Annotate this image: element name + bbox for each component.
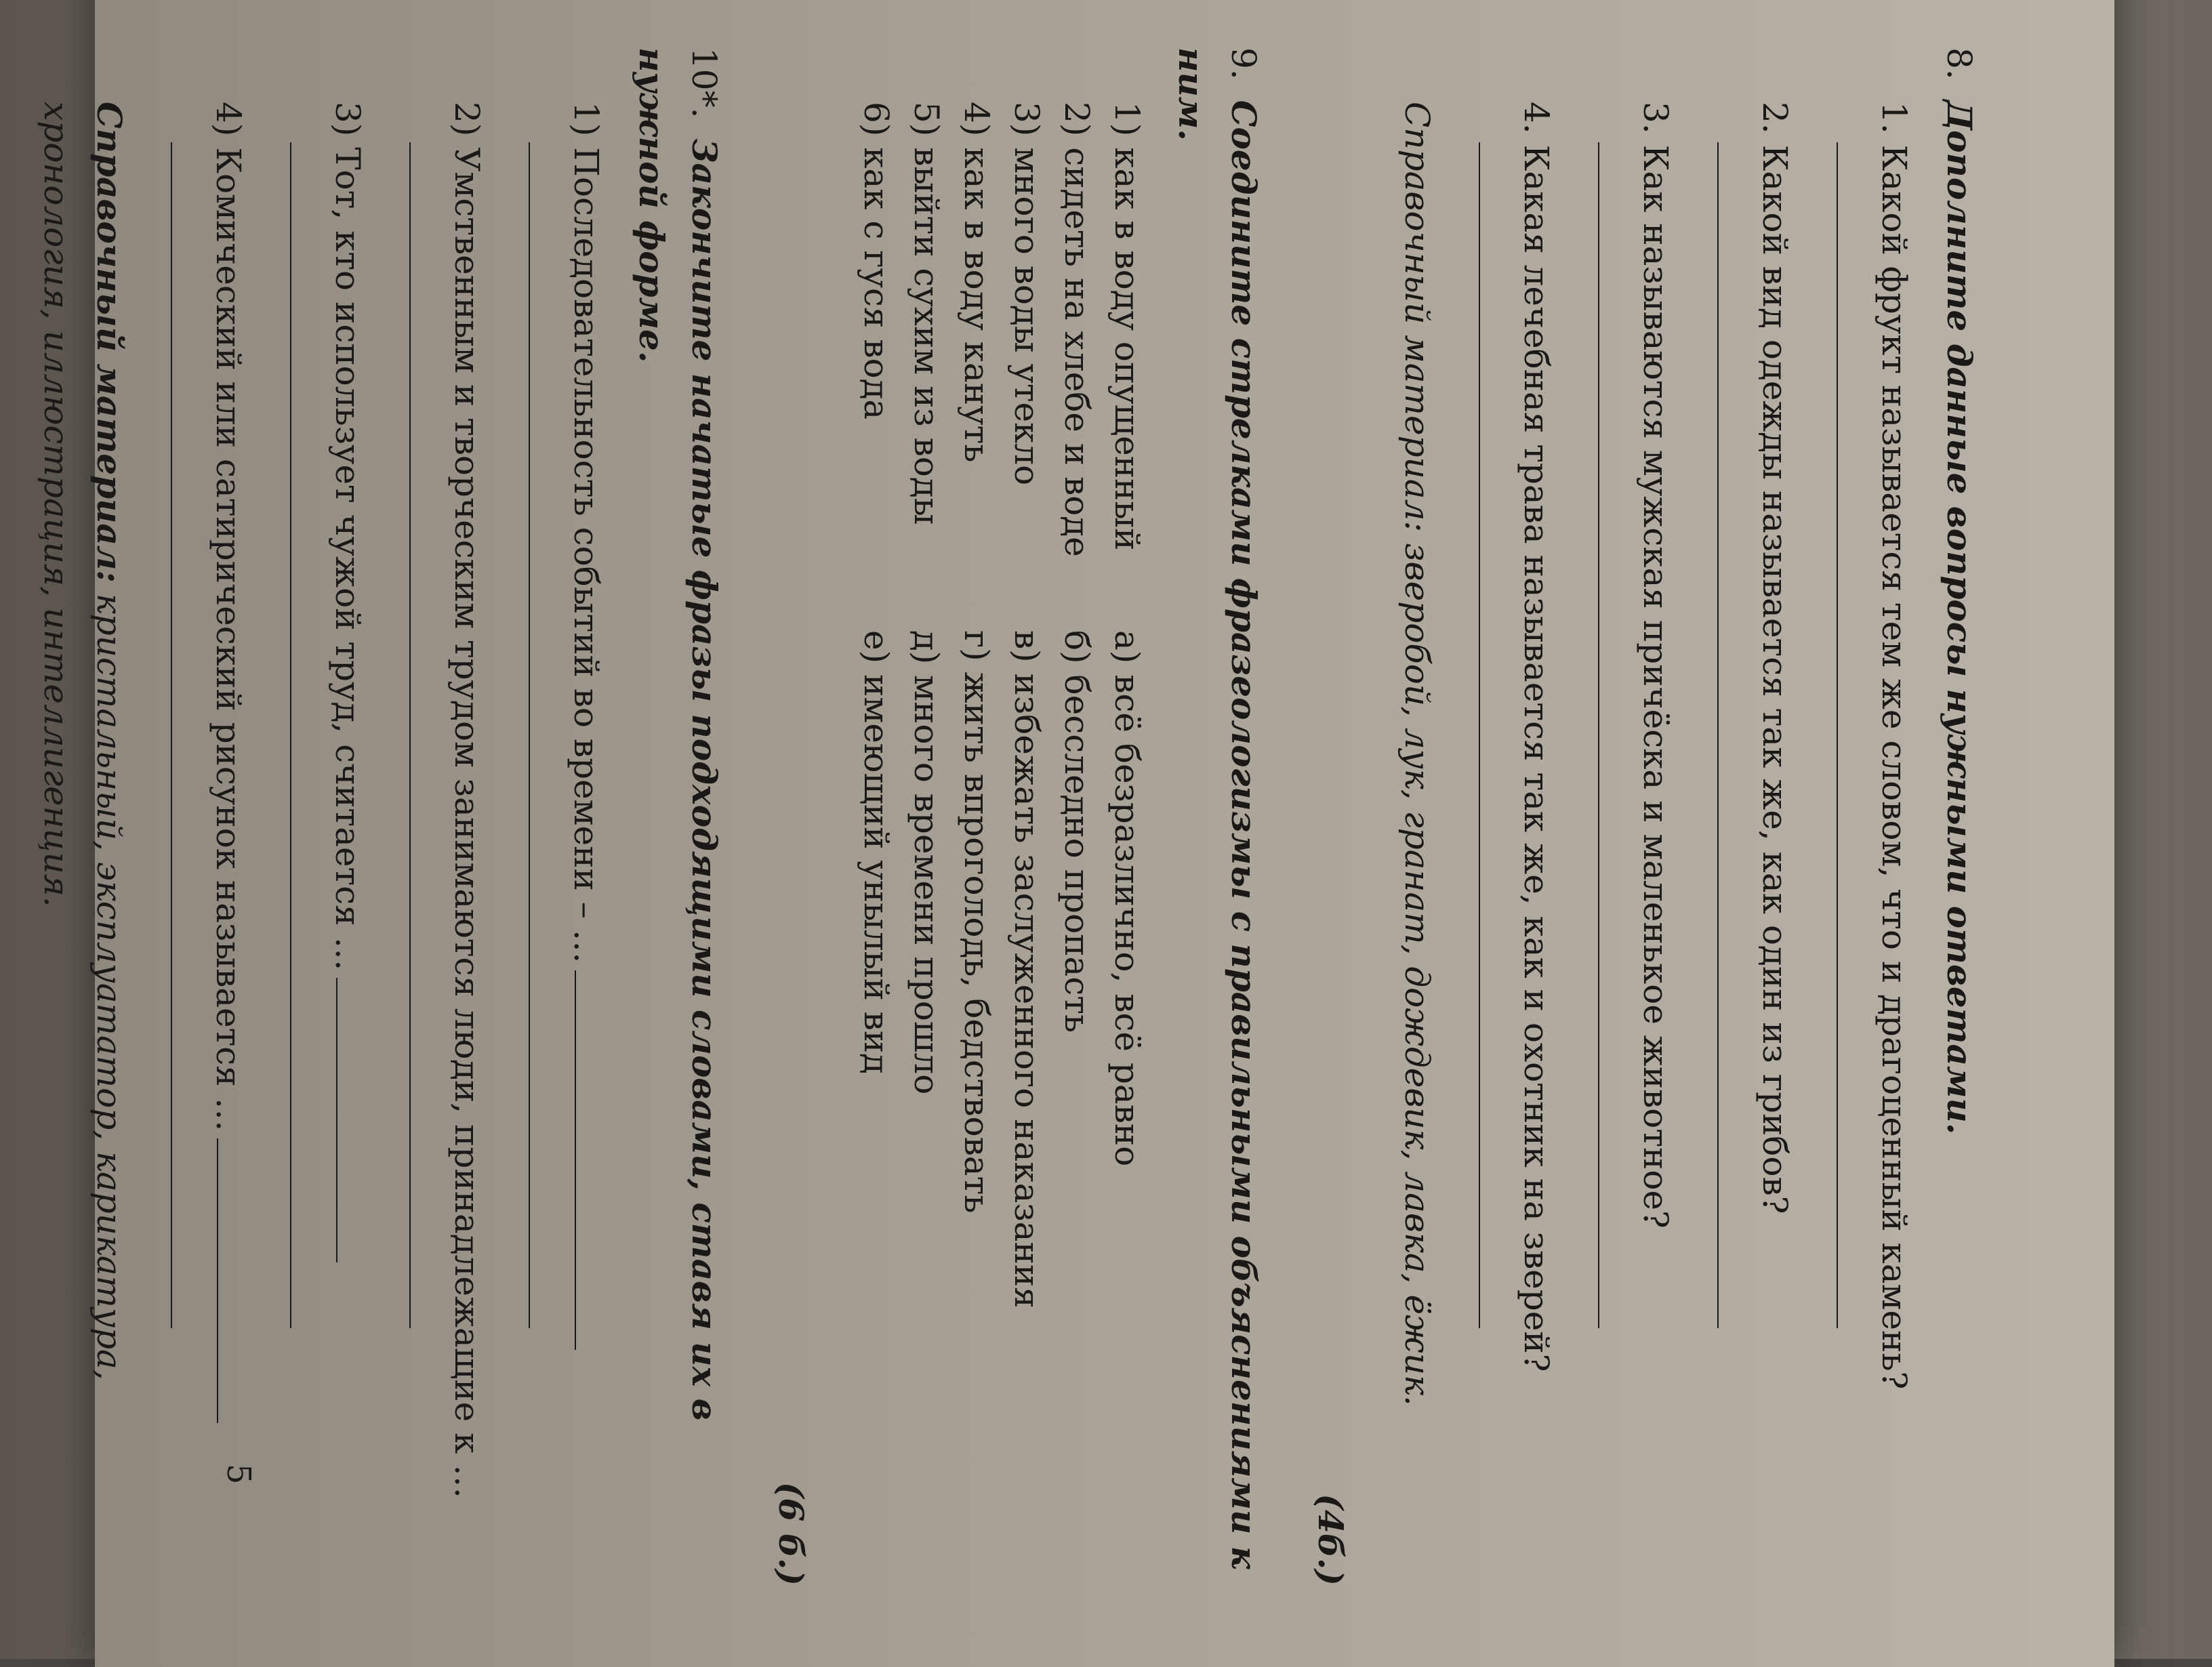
task10-heading-text: Закончите начатые фразы подходящими словами, ставя их в нужной форме. (632, 47, 724, 1421)
answer-line[interactable] (1598, 142, 1599, 1328)
task10-phrase-1 (560, 102, 613, 1586)
task8-heading-text: Дополните данные вопросы нужными ответами. (1940, 100, 1980, 1135)
idiom-item[interactable]: 1) как в воду опущенный (1107, 102, 1147, 551)
answer-line[interactable] (1479, 142, 1480, 1328)
idioms-column (851, 102, 1152, 630)
meaning-item[interactable]: б) бесследно пропасть (1057, 630, 1097, 1033)
answer-line[interactable] (290, 142, 291, 1328)
task8-reference-label: Справочный материал: (1397, 102, 1437, 533)
meanings-column (851, 630, 1152, 1586)
task8-heading (1933, 47, 1986, 1586)
answer-blank[interactable] (217, 1138, 252, 1423)
task10-phrase-3 (321, 102, 374, 1586)
idiom-item[interactable]: 5) выйти сухим из воды (907, 102, 946, 525)
task9-heading-text: Соедините стрелками фразеологизмы с правильными объяснениями к ним. (1171, 47, 1264, 1569)
task8-question-4: 4. Какая лечебная трава называется так же, как и охотник на зверей? (1517, 102, 1556, 1372)
idiom-item[interactable]: 2) сидеть на хлебе и воде (1057, 102, 1097, 557)
task9-matching (851, 102, 1152, 1586)
task8-reference-words: зверобой, лук, гранат, дождевик, лавка, ёжик. (1397, 543, 1437, 1406)
answer-blank[interactable] (336, 978, 371, 1262)
task10-phrase-2 (441, 102, 493, 1586)
task10-phrase-text: 3) Тот, кто использует чужой труд, считается … (328, 102, 367, 971)
task8-question-3: 3. Как называются мужская причёска и маленькое животное? (1636, 102, 1675, 1229)
idiom-item[interactable]: 4) как в воду кануть (957, 102, 996, 463)
answer-line[interactable] (529, 142, 530, 1328)
task8-question-1: 1. Какой фрукт называется тем же словом, что и драгоценный камень? (1875, 102, 1914, 1390)
idiom-item[interactable]: 6) как с гуся вода (857, 102, 896, 420)
answer-line[interactable] (171, 142, 172, 1328)
task9-score: (6 б.) (771, 1481, 811, 1586)
meaning-item[interactable]: а) всё безразлично, всё равно (1107, 630, 1147, 1167)
meaning-item[interactable]: е) имеющий унылый вид (857, 630, 896, 1074)
task9-number: 9. (1224, 47, 1263, 80)
task10-phrase-4 (202, 102, 255, 1586)
task10-reference (30, 102, 136, 1586)
task8-reference (1391, 102, 1443, 1586)
task10-number: 10*. (684, 47, 724, 119)
task10-phrase-text: 1) Последовательность событий во времени – … (567, 102, 606, 964)
worksheet-page (37, 0, 2114, 1667)
worksheet-content (0, 47, 1986, 1586)
task10-phrase-text: 2) Умственным и творческим трудом занимаются люди, принадлежащие к … (447, 102, 487, 1499)
answer-blank[interactable] (575, 970, 610, 1350)
meaning-item[interactable]: д) много времени прошло (907, 630, 946, 1095)
page-number: 5 (220, 1464, 258, 1485)
task10-phrase-text: 4) Комический или сатирический рисунок называется … (209, 102, 248, 1132)
meaning-item[interactable]: в) избежать заслуженного наказания (1007, 630, 1046, 1309)
task8-question-2: 2. Какой вид одежды называется так же, как один из грибов? (1755, 102, 1795, 1214)
task8-score: (4б.) (1311, 1494, 1351, 1586)
task10-reference-words: кристальный, эксплуататор, карикатура, хронология, иллюстрация, интеллигенция. (37, 102, 129, 1380)
answer-line[interactable] (409, 142, 411, 1328)
task10-heading (625, 47, 731, 1586)
answer-line[interactable] (1717, 142, 1719, 1328)
answer-line[interactable] (1837, 142, 1838, 1328)
meaning-item[interactable]: г) жить впроголодь, бедствовать (957, 630, 996, 1214)
task10-reference-label: Справочный материал: (89, 102, 129, 583)
task9-heading (1164, 47, 1270, 1586)
task8-number: 8. (1940, 47, 1979, 80)
idiom-item[interactable]: 3) много воды утекло (1007, 102, 1046, 486)
